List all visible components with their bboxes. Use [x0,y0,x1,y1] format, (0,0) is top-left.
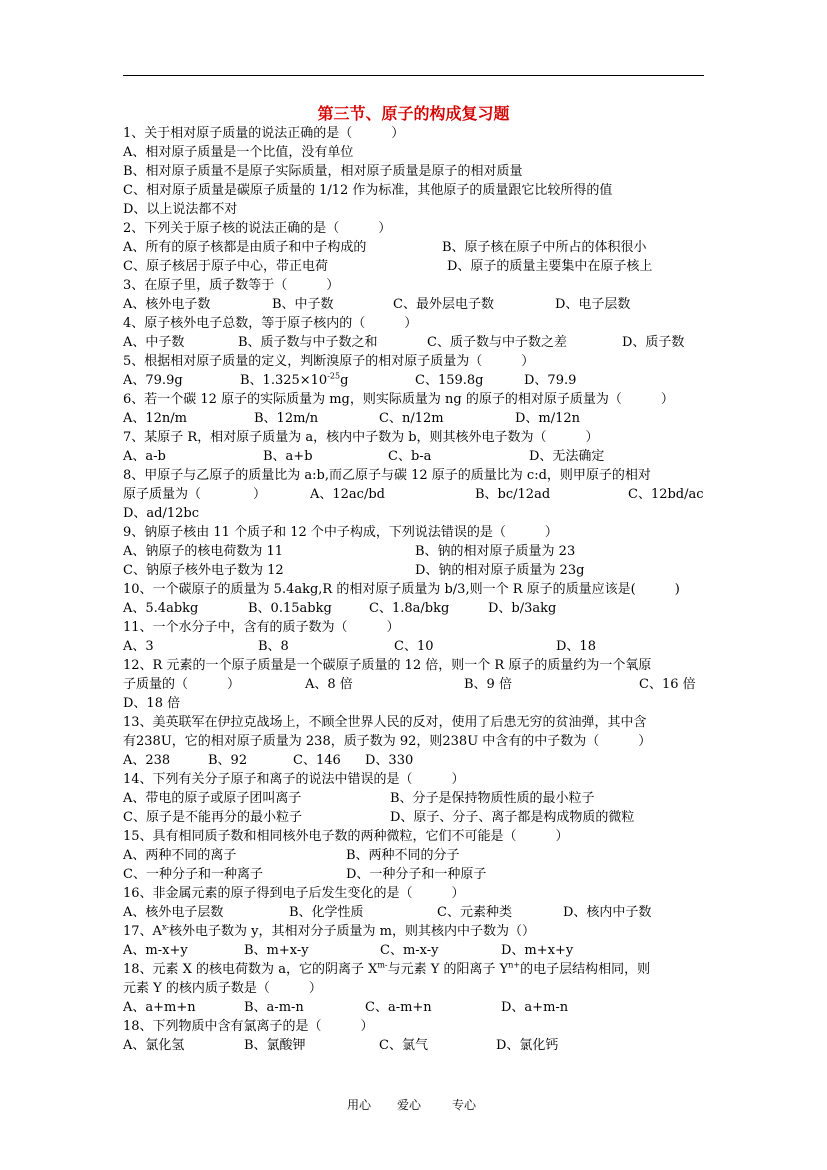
option-row: 原子质量为（ ） A、12ac/bd B、bc/12ad C、12bd/ac [123,487,704,502]
option-d: D、18 倍 [123,696,181,711]
footer-text: 用心 [347,1098,372,1112]
option-a: A、相对原子质量是一个比值，没有单位 [123,145,354,160]
question-stem: 8、甲原子与乙原子的质量比为 a:b,而乙原子与碳 12 原子的质量比为 c:d，则甲原子的相对 [123,468,651,483]
option-row: A、m-x+y B、m+x-y C、m-x-y D、m+x+y [123,943,574,958]
option-d: D、以上说法都不对 [123,202,238,217]
option-row: A、a-b B、a+b C、b-a D、无法确定 [123,449,605,464]
question-stem: 11、一个水分子中，含有的质子数为（ ） [123,620,400,635]
question-stem: 9、钠原子核由 11 个质子和 12 个中子构成，下列说法错误的是（ ） [123,525,558,540]
footer-text: 专心 [452,1098,477,1112]
question-stem: 1、关于相对原子质量的说法正确的是（ ） [123,126,405,141]
question-stem: 元素 Y 的核内质子数是（ ） [123,981,322,996]
option-row: A、79.9g B、$1.325\times 10^{-25}g$ C、159.8g D、79.9 [123,371,577,388]
question-stem: 2、下列关于原子核的说法正确的是（ ） [123,221,392,236]
question-stem: 15、具有相同质子数和相同核外电子数的两种微粒，它们不可能是（ ） [123,829,569,844]
option-row: A、两种不同的离子 B、两种不同的分子 [123,848,460,863]
option-row: A、核外电子层数 B、化学性质 C、元素种类 D、核内中子数 [123,905,652,920]
header-rule [123,75,704,76]
option-row: A、a+m+n B、a-m-n C、a-m+n D、a+m-n [123,1000,569,1015]
option-row: A、中子数 B、质子数与中子数之和 C、质子数与中子数之差 D、质子数 [123,335,685,350]
question-stem: 4、原子核外电子总数，等于原子核内的（ ） [123,316,418,331]
question-stem: 16、非金属元素的原子得到电子后发生变化的是（ ） [123,886,465,901]
question-stem: 7、某原子 R，相对原子质量为 a，核内中子数为 b，则其核外电子数为（ ） [123,430,599,445]
question-list [123,124,713,1055]
option-row: C、一种分子和一种离子 D、一种分子和一种原子 [123,867,487,882]
option-row: A、核外电子数 B、中子数 C、最外层电子数 D、电子层数 [123,297,631,312]
option-row: C、钠原子核外电子数为 12 D、钠的相对原子质量为 23g [123,563,585,578]
question-stem: 13、美英联军在伊拉克战场上，不顾全世界人民的反对，使用了后患无穷的贫油弹，其中含 [123,715,647,730]
question-stem: 14、下列有关分子原子和离子的说法中错误的是（ ） [123,772,465,787]
question-stem: 18、下列物质中含有氯离子的是（ ） [123,1019,374,1034]
option-row: A、带电的原子或原子团叫离子 B、分子是保持物质性质的最小粒子 [123,791,595,806]
option-row: 子质量的（ ） A、8 倍 B、9 倍 C、16 倍 [123,677,696,692]
question-stem: 6、若一个碳 12 原子的实际质量为 mg，则实际质量为 ng 的原子的相对原子质量为（ ） [123,392,674,407]
question-stem: 3、在原子里，质子数等于（ ） [123,278,340,293]
option-row: A、3 B、8 C、10 D、18 [123,639,596,654]
question-stem: 12、R 元素的一个原子质量是一个碳原子质量的 12 倍，则一个 R 原子的质量约为一个氧原 [123,658,652,673]
option-row: A、所有的原子核都是由质子和中子构成的 B、原子核在原子中所占的体积很小 [123,240,647,255]
question-stem: 有238U，它的相对原子质量为 238，质子数为 92，则238U 中含有的中子数为（ ） [123,734,652,749]
footer-text: 爱心 [397,1098,422,1112]
option-row: A、氯化氢 B、氯酸钾 C、氯气 D、氯化钙 [123,1038,559,1053]
option-row: A、238 B、92 C、146 D、330 [123,753,414,768]
option-row: C、原子核居于原子中心，带正电荷 D、原子的质量主要集中在原子核上 [123,259,653,274]
option-row: A、5.4abkg B、0.15abkg C、1.8a/bkg D、b/3akg [123,601,557,616]
option-b: B、相对原子质量不是原子实际质量，相对原子质量是原子的相对质量 [123,164,523,179]
question-stem: 10、一个碳原子的质量为 5.4akg,R 的相对原子质量为 b/3,则一个 R 原子的质量应该是( ) [123,582,680,597]
option-row: A、钠原子的核电荷数为 11 B、钠的相对原子质量为 23 [123,544,576,559]
option-c: C、相对原子质量是碳原子质量的 1/12 作为标准，其他原子的质量跟它比较所得的值 [123,183,613,198]
question-stem: 5、根据相对原子质量的定义，判断溴原子的相对原子质量为（ ） [123,354,535,369]
question-stem: 17、$A^{x-}$核外电子数为 y，其相对分子质量为 m，则其核内中子数为（） [123,922,535,939]
page-title: 第三节、原子的构成复习题 [317,104,510,123]
question-stem: 18、元素 X 的核电荷数为 a，它的阴离子 $X^{m-}$与元素 Y 的阳离子 $Y^{n+}$的电子层结构相同，则 [123,960,651,977]
option-row: A、12n/m B、12m/n C、n/12m D、m/12n [123,411,581,426]
option-row: C、原子是不能再分的最小粒子 D、原子、分子、离子都是构成物质的微粒 [123,810,635,825]
option-d: D、ad/12bc [123,506,200,521]
